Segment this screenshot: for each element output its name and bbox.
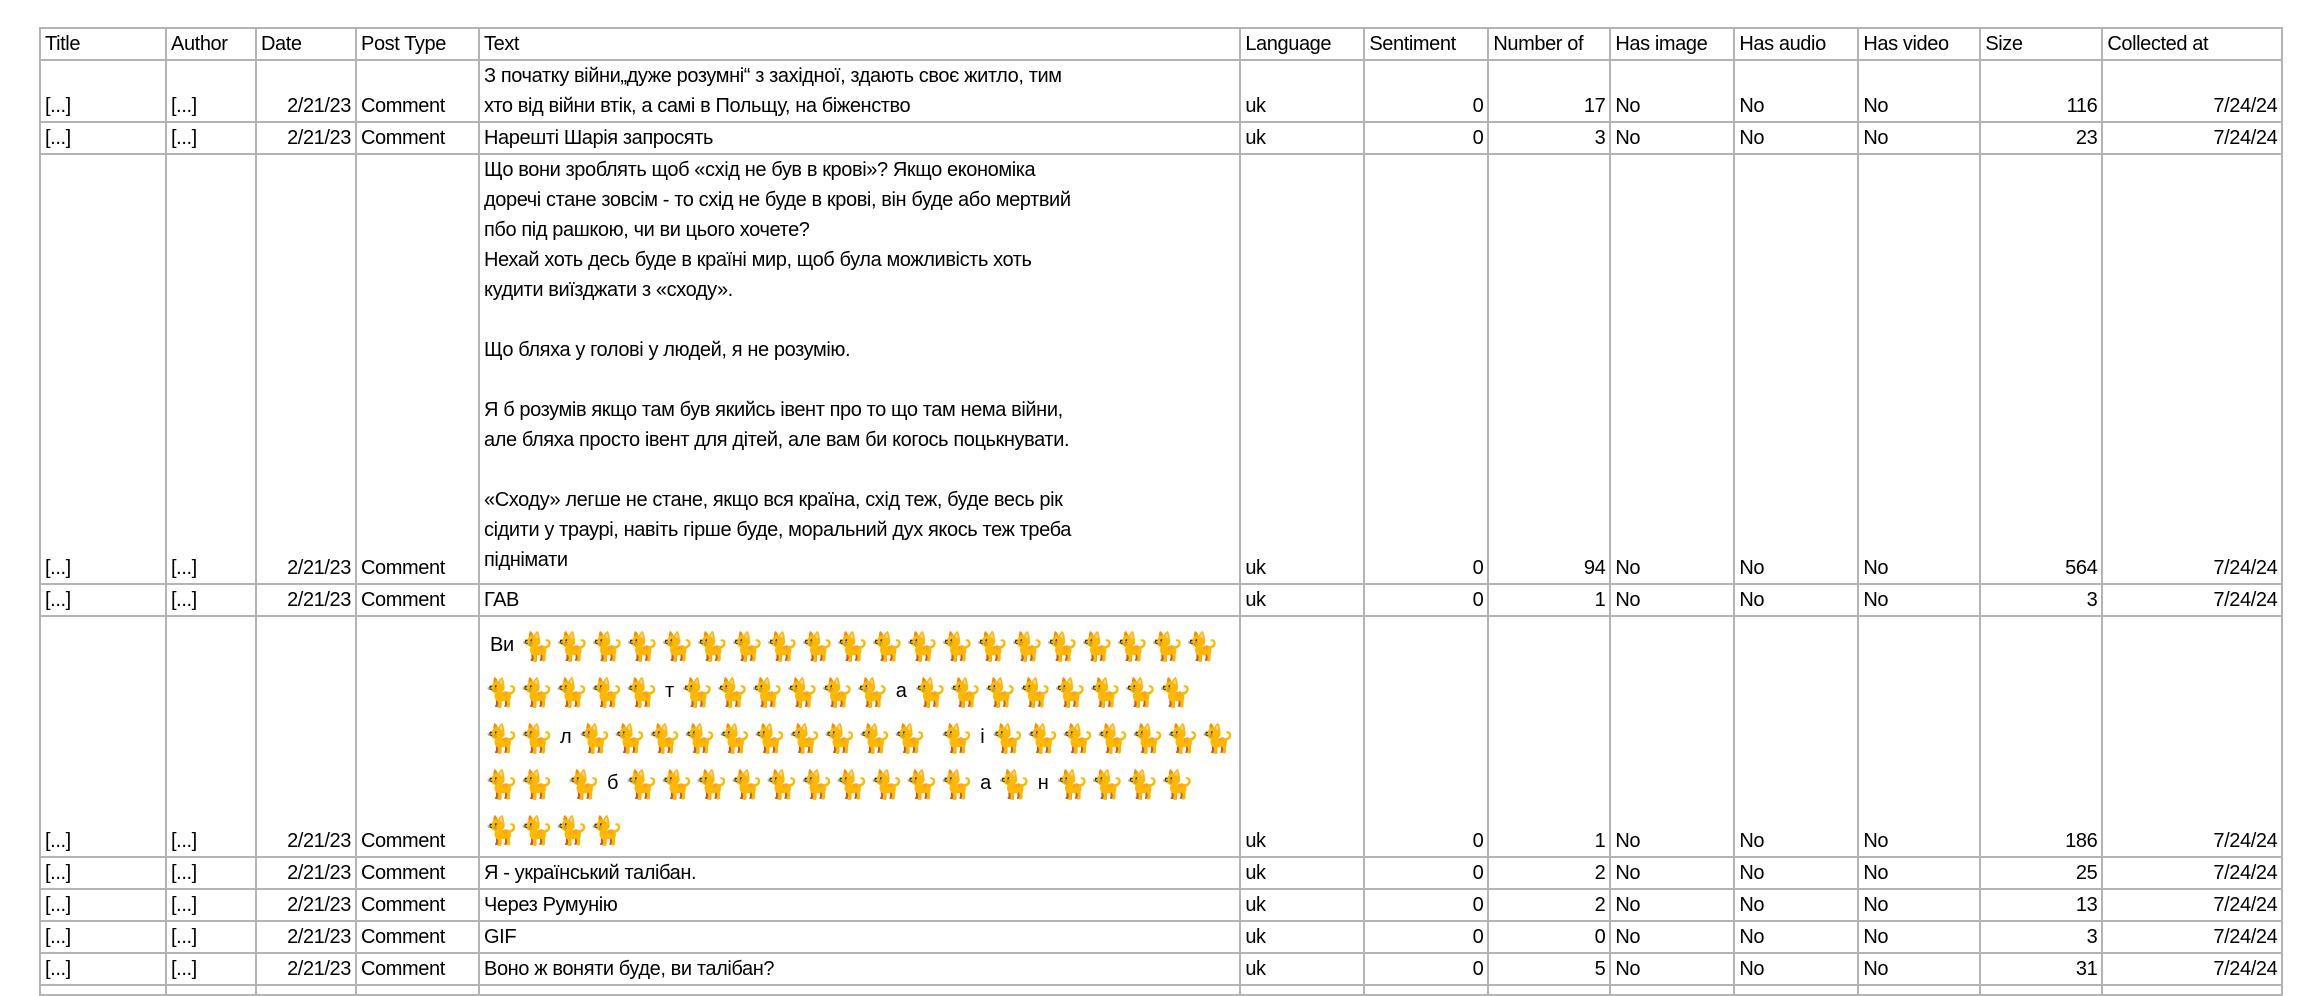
column-header-sentiment[interactable]: Sentiment [1364, 28, 1488, 60]
cell-collected-at[interactable]: 7/24/24 [2102, 584, 2282, 616]
cat-emoji-icon [1025, 719, 1058, 755]
cell-has-audio[interactable]: No [1734, 60, 1858, 122]
cell-size[interactable]: 186 [1980, 616, 2102, 857]
cell-has-video[interactable]: No [1858, 921, 1980, 953]
cell-title[interactable]: [...] [40, 584, 166, 616]
cell-title[interactable]: [...] [40, 889, 166, 921]
cell-author[interactable]: [...] [166, 122, 256, 154]
cell-number-of[interactable]: 94 [1488, 154, 1610, 584]
cell-sentiment[interactable]: 0 [1364, 889, 1488, 921]
cell-author[interactable] [166, 985, 256, 995]
cell-has-video[interactable]: No [1858, 857, 1980, 889]
cell-language[interactable]: uk [1240, 921, 1364, 953]
cat-emoji-icon [1095, 719, 1128, 755]
cat-emoji-icon [983, 673, 1016, 709]
cat-emoji-icon [1054, 765, 1087, 801]
cell-sentiment[interactable]: 0 [1364, 857, 1488, 889]
cell-title[interactable]: [...] [40, 953, 166, 985]
column-header-language[interactable]: Language [1240, 28, 1364, 60]
table-row[interactable] [40, 953, 2282, 985]
column-header-number-of[interactable]: Number of [1488, 28, 1610, 60]
cell-author[interactable]: [...] [166, 953, 256, 985]
cat-emoji-icon [948, 673, 981, 709]
cat-emoji-icon [892, 719, 925, 755]
cell-post-type[interactable]: Comment [356, 584, 479, 616]
header-row [40, 28, 2282, 60]
cell-author[interactable]: [...] [166, 889, 256, 921]
cat-emoji-icon [519, 765, 552, 801]
emoji-line [484, 759, 1235, 805]
column-header-size[interactable]: Size [1980, 28, 2102, 60]
cat-emoji-icon [975, 627, 1008, 663]
cell-collected-at[interactable]: 7/24/24 [2102, 889, 2282, 921]
cell-size[interactable]: 3 [1980, 921, 2102, 953]
cell-has-image[interactable]: No [1610, 616, 1734, 857]
cat-emoji-icon [519, 673, 552, 709]
cell-sentiment[interactable]: 0 [1364, 154, 1488, 584]
cell-post-type[interactable]: Comment [356, 921, 479, 953]
cat-emoji-icon [555, 627, 588, 663]
cat-emoji-icon [624, 673, 657, 709]
column-header-title[interactable]: Title [40, 28, 166, 60]
cat-emoji-icon [1200, 719, 1233, 755]
letter: н [1037, 771, 1049, 794]
cat-emoji-icon [484, 719, 517, 755]
letter: а [895, 679, 907, 702]
table-row[interactable] [40, 616, 2282, 857]
cat-emoji-icon [1165, 719, 1198, 755]
cat-emoji-icon [577, 719, 610, 755]
cat-emoji-icon [1053, 673, 1086, 709]
cell-size[interactable]: 3 [1980, 584, 2102, 616]
cat-emoji-icon [822, 719, 855, 755]
cat-emoji-icon [1124, 765, 1157, 801]
cell-has-image[interactable] [1610, 985, 1734, 995]
letter: і [980, 725, 985, 748]
cell-text[interactable]: Що вони зроблять щоб «схід не був в крові»? Якщо економіка доречі стане зовсім - то схід не буде в крові, він буде або мертвий пбо під рашкою, чи ви цього хочете? Нехай хоть десь буде в країні мир, щоб була можливість хоть кудити виїзджати з «сходу». Що бляха у голові у людей, я не розумію. Я б розумів якщо там був якийсь івент про то що там нема війни, але бляха просто івент для дітей, але вам би когось поцькнувати. «Сходу» легше не стане, якщо вся країна, схід теж, буде весь рік сідити у траурі, навіть гірше буде, моральний дух якось теж треба піднімати [479, 154, 1240, 584]
cat-emoji-icon [870, 627, 903, 663]
cell-number-of[interactable]: 1 [1488, 616, 1610, 857]
cat-emoji-icon [1010, 627, 1043, 663]
cat-emoji-icon [1060, 719, 1093, 755]
spreadsheet [39, 27, 2283, 996]
cat-emoji-icon [904, 765, 937, 801]
table-row[interactable] [40, 921, 2282, 953]
cat-emoji-icon [624, 765, 657, 801]
cat-emoji-icon [484, 811, 517, 847]
cell-collected-at[interactable]: 7/24/24 [2102, 154, 2282, 584]
cell-size[interactable]: 23 [1980, 122, 2102, 154]
cat-emoji-icon [1130, 719, 1163, 755]
cat-emoji-icon [1045, 627, 1078, 663]
cell-number-of[interactable]: 1 [1488, 584, 1610, 616]
cell-language[interactable]: uk [1240, 889, 1364, 921]
cat-emoji-icon [835, 627, 868, 663]
column-header-has-audio[interactable]: Has audio [1734, 28, 1858, 60]
cat-emoji-icon [682, 719, 715, 755]
cell-has-image[interactable]: No [1610, 584, 1734, 616]
cell-has-video[interactable]: No [1858, 616, 1980, 857]
emoji-line [484, 621, 1235, 667]
cell-size[interactable]: 13 [1980, 889, 2102, 921]
cell-date[interactable]: 2/21/23 [256, 584, 356, 616]
cat-emoji-icon [554, 673, 587, 709]
cell-has-video[interactable]: No [1858, 154, 1980, 584]
cell-sentiment[interactable]: 0 [1364, 616, 1488, 857]
cat-emoji-icon [764, 765, 797, 801]
column-header-post-type[interactable]: Post Type [356, 28, 479, 60]
cat-emoji-icon [785, 673, 818, 709]
cat-emoji-icon [1018, 673, 1051, 709]
cat-emoji-icon [990, 719, 1023, 755]
cell-collected-at[interactable]: 7/24/24 [2102, 857, 2282, 889]
cat-emoji-icon [659, 765, 692, 801]
cat-emoji-icon [680, 673, 713, 709]
cat-emoji-icon [647, 719, 680, 755]
cell-size[interactable] [1980, 985, 2102, 995]
cell-author[interactable]: [...] [166, 154, 256, 584]
cell-date[interactable]: 2/21/23 [256, 921, 356, 953]
table-row[interactable] [40, 584, 2282, 616]
cell-title[interactable]: [...] [40, 857, 166, 889]
cell-post-type[interactable]: Comment [356, 154, 479, 584]
cat-emoji-icon [857, 719, 890, 755]
cell-language[interactable]: uk [1240, 122, 1364, 154]
cell-text[interactable]: З початку війни„дуже розумні“ з західної, здають своє житло, тим хто від війни втік, а самі в Польщу, на біженство [479, 60, 1240, 122]
cat-emoji-icon [590, 627, 623, 663]
cat-emoji-icon [625, 627, 658, 663]
column-header-text[interactable]: Text [479, 28, 1240, 60]
cat-emoji-icon [800, 627, 833, 663]
table-row[interactable] [40, 122, 2282, 154]
cell-date[interactable]: 2/21/23 [256, 122, 356, 154]
cell-number-of[interactable]: 0 [1488, 921, 1610, 953]
cell-post-type[interactable]: Comment [356, 60, 479, 122]
cell-author[interactable]: [...] [166, 60, 256, 122]
cell-has-video[interactable]: No [1858, 953, 1980, 985]
cell-size[interactable]: 31 [1980, 953, 2102, 985]
cell-has-audio[interactable]: No [1734, 889, 1858, 921]
cat-emoji-icon [660, 627, 693, 663]
cell-collected-at[interactable]: 7/24/24 [2102, 122, 2282, 154]
cell-has-image[interactable]: No [1610, 889, 1734, 921]
column-header-has-video[interactable]: Has video [1858, 28, 1980, 60]
cat-emoji-icon [715, 673, 748, 709]
emoji-line [484, 805, 1235, 851]
cat-emoji-icon [484, 673, 517, 709]
cell-size[interactable]: 116 [1980, 60, 2102, 122]
cell-number-of[interactable]: 2 [1488, 889, 1610, 921]
cat-emoji-icon [519, 811, 552, 847]
cat-emoji-icon [589, 811, 622, 847]
cell-has-audio[interactable]: No [1734, 921, 1858, 953]
cell-size[interactable]: 564 [1980, 154, 2102, 584]
data-table [39, 27, 2283, 996]
table-row[interactable] [40, 60, 2282, 122]
cell-language[interactable]: uk [1240, 584, 1364, 616]
cell-text[interactable] [479, 616, 1240, 857]
cell-has-video[interactable]: No [1858, 889, 1980, 921]
cat-emoji-icon [997, 765, 1030, 801]
cell-title[interactable]: [...] [40, 921, 166, 953]
letter: л [560, 725, 572, 748]
emoji-line [484, 667, 1235, 713]
cell-number-of[interactable]: 17 [1488, 60, 1610, 122]
cell-text[interactable]: Нарешті Шарія запросять [479, 122, 1240, 154]
cell-text[interactable]: ГАВ [479, 584, 1240, 616]
cell-author[interactable]: [...] [166, 584, 256, 616]
cat-emoji-icon [1115, 627, 1148, 663]
cat-emoji-icon [752, 719, 785, 755]
cat-emoji-icon [939, 719, 972, 755]
cat-emoji-icon [695, 627, 728, 663]
cat-emoji-icon [765, 627, 798, 663]
cell-has-image[interactable]: No [1610, 857, 1734, 889]
letter: т [665, 679, 674, 702]
cell-language[interactable]: uk [1240, 857, 1364, 889]
cell-has-audio[interactable] [1734, 985, 1858, 995]
cell-collected-at[interactable]: 7/24/24 [2102, 953, 2282, 985]
cat-emoji-icon [855, 673, 888, 709]
cell-post-type[interactable] [356, 985, 479, 995]
column-header-collected-at[interactable]: Collected at [2102, 28, 2282, 60]
cat-emoji-icon [566, 765, 599, 801]
cat-emoji-icon [717, 719, 750, 755]
table-row[interactable] [40, 857, 2282, 889]
cell-title[interactable]: [...] [40, 616, 166, 857]
cell-post-type[interactable]: Comment [356, 122, 479, 154]
cat-emoji-icon [519, 719, 552, 755]
cell-language[interactable]: uk [1240, 616, 1364, 857]
cell-collected-at[interactable]: 7/24/24 [2102, 616, 2282, 857]
cell-has-image[interactable]: No [1610, 122, 1734, 154]
cell-language[interactable]: uk [1240, 60, 1364, 122]
cat-emoji-icon [730, 627, 763, 663]
letter: б [607, 771, 619, 794]
cat-emoji-icon [589, 673, 622, 709]
cat-emoji-icon [484, 765, 517, 801]
cell-text[interactable]: Я - український талібан. [479, 857, 1240, 889]
column-header-has-image[interactable]: Has image [1610, 28, 1734, 60]
cat-emoji-icon [1080, 627, 1113, 663]
cat-emoji-icon [834, 765, 867, 801]
cell-date[interactable]: 2/21/23 [256, 616, 356, 857]
cell-date[interactable] [256, 985, 356, 995]
letter: Ви [490, 633, 514, 656]
cat-emoji-icon [520, 627, 553, 663]
cell-sentiment[interactable]: 0 [1364, 921, 1488, 953]
cat-emoji-icon [1185, 627, 1218, 663]
letter: а [980, 771, 991, 794]
cat-emoji-icon [905, 627, 938, 663]
cell-author[interactable]: [...] [166, 921, 256, 953]
table-row-partial[interactable] [40, 985, 2282, 995]
cell-number-of[interactable]: 2 [1488, 857, 1610, 889]
cell-number-of[interactable] [1488, 985, 1610, 995]
cell-post-type[interactable]: Comment [356, 616, 479, 857]
cat-emoji-icon [799, 765, 832, 801]
cell-has-audio[interactable]: No [1734, 857, 1858, 889]
cat-emoji-icon [869, 765, 902, 801]
cell-post-type[interactable]: Comment [356, 889, 479, 921]
table-row[interactable] [40, 154, 2282, 584]
cell-sentiment[interactable]: 0 [1364, 122, 1488, 154]
cat-emoji-icon [939, 765, 972, 801]
cell-sentiment[interactable]: 0 [1364, 60, 1488, 122]
cell-text[interactable]: GIF [479, 921, 1240, 953]
cat-emoji-icon [1089, 765, 1122, 801]
cat-emoji-icon [1159, 765, 1192, 801]
cell-title[interactable] [40, 985, 166, 995]
cat-emoji-icon [1150, 627, 1183, 663]
cell-has-image[interactable]: No [1610, 154, 1734, 584]
cell-title[interactable]: [...] [40, 154, 166, 584]
cat-emoji-icon [913, 673, 946, 709]
cell-language[interactable]: uk [1240, 154, 1364, 584]
cell-date[interactable]: 2/21/23 [256, 154, 356, 584]
cell-has-audio[interactable]: No [1734, 584, 1858, 616]
cell-collected-at[interactable]: 7/24/24 [2102, 921, 2282, 953]
cell-has-video[interactable]: No [1858, 584, 1980, 616]
cat-emoji-icon [1088, 673, 1121, 709]
cell-text[interactable]: Через Румунію [479, 889, 1240, 921]
cell-number-of[interactable]: 3 [1488, 122, 1610, 154]
cell-date[interactable]: 2/21/23 [256, 953, 356, 985]
cat-emoji-icon [694, 765, 727, 801]
cell-has-audio[interactable]: No [1734, 154, 1858, 584]
column-header-date[interactable]: Date [256, 28, 356, 60]
cell-collected-at[interactable] [2102, 985, 2282, 995]
cell-collected-at[interactable]: 7/24/24 [2102, 60, 2282, 122]
cell-has-audio[interactable]: No [1734, 953, 1858, 985]
cell-date[interactable]: 2/21/23 [256, 60, 356, 122]
cat-emoji-icon [750, 673, 783, 709]
cat-emoji-icon [612, 719, 645, 755]
column-header-author[interactable]: Author [166, 28, 256, 60]
cell-sentiment[interactable]: 0 [1364, 584, 1488, 616]
cell-author[interactable]: [...] [166, 857, 256, 889]
cell-language[interactable] [1240, 985, 1364, 995]
cat-emoji-icon [787, 719, 820, 755]
table-row[interactable] [40, 889, 2282, 921]
cell-post-type[interactable]: Comment [356, 857, 479, 889]
cell-language[interactable]: uk [1240, 953, 1364, 985]
cell-title[interactable]: [...] [40, 60, 166, 122]
cell-author[interactable]: [...] [166, 616, 256, 857]
cell-has-video[interactable]: No [1858, 60, 1980, 122]
cell-sentiment[interactable]: 0 [1364, 953, 1488, 985]
cell-post-type[interactable]: Comment [356, 953, 479, 985]
cell-text[interactable]: Воно ж воняти буде, ви талібан? [479, 953, 1240, 985]
cat-emoji-icon [820, 673, 853, 709]
cell-date[interactable]: 2/21/23 [256, 889, 356, 921]
cat-emoji-icon [1123, 673, 1156, 709]
cat-emoji-icon [1158, 673, 1191, 709]
cell-date[interactable]: 2/21/23 [256, 857, 356, 889]
cell-has-image[interactable]: No [1610, 953, 1734, 985]
cat-emoji-icon [729, 765, 762, 801]
cell-has-image[interactable]: No [1610, 60, 1734, 122]
cat-emoji-icon [554, 811, 587, 847]
cell-title[interactable]: [...] [40, 122, 166, 154]
cell-has-audio[interactable]: No [1734, 122, 1858, 154]
cell-sentiment[interactable] [1364, 985, 1488, 995]
cell-has-image[interactable]: No [1610, 921, 1734, 953]
cell-has-video[interactable]: No [1858, 122, 1980, 154]
cell-text[interactable] [479, 985, 1240, 995]
cat-emoji-icon [940, 627, 973, 663]
emoji-line [484, 713, 1235, 759]
cell-has-audio[interactable]: No [1734, 616, 1858, 857]
cell-has-video[interactable] [1858, 985, 1980, 995]
cell-size[interactable]: 25 [1980, 857, 2102, 889]
cell-number-of[interactable]: 5 [1488, 953, 1610, 985]
